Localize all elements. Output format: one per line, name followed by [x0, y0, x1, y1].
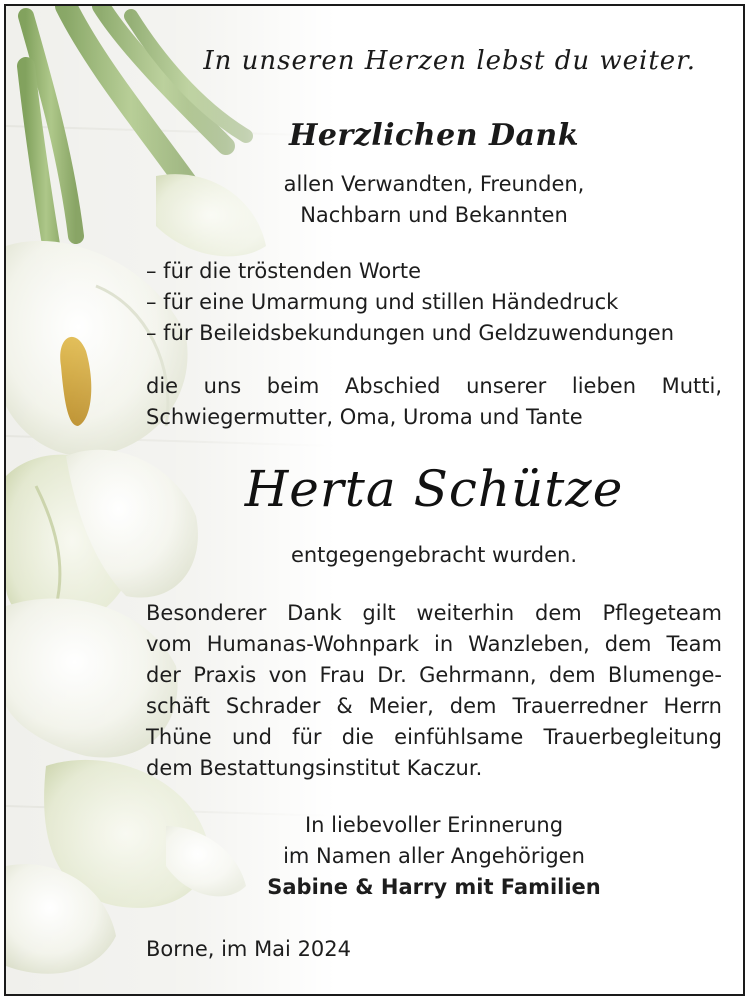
addressee-line: Nachbarn und Bekannten	[300, 203, 568, 227]
text-content	[146, 6, 722, 994]
addressee-line: allen Verwandten, Freunden,	[283, 172, 585, 196]
signers: Sabine & Harry mit Familien	[267, 875, 601, 899]
special-thanks-line: dem Bestattungsinstitut Kaczur.	[146, 756, 483, 780]
addressees	[146, 169, 722, 231]
special-thanks-line: vom Humanas-Wohnpark in Wanzleben, dem Team	[146, 632, 722, 656]
special-thanks-line: schäft Schrader & Meier, dem Trauerredner Herrn	[146, 694, 722, 718]
thanks-heading: Herzlichen Dank	[288, 118, 580, 153]
thanks-list	[146, 256, 722, 349]
deceased-name: Herta Schütze	[244, 460, 624, 518]
closing-block	[146, 810, 722, 903]
special-thanks-line: der Praxis von Frau Dr. Gehrmann, dem Blumenge-	[146, 663, 722, 687]
place-date: Borne, im Mai 2024	[146, 937, 352, 961]
intro-line: die uns beim Abschied unserer lieben Mutti,	[146, 374, 722, 398]
obituary-card	[4, 4, 745, 996]
special-thanks	[146, 598, 722, 784]
list-item: – für die tröstenden Worte	[146, 259, 422, 283]
special-thanks-line: Thüne und für die einfühlsame Trauerbegleitung	[146, 725, 722, 749]
list-item: – für Beileidsbekundungen und Geldzuwendungen	[146, 321, 675, 345]
received-line: entgegengebracht wurden.	[290, 543, 578, 567]
intro-text	[146, 371, 722, 433]
intro-line: Schwiegermutter, Oma, Uroma und Tante	[146, 405, 583, 429]
special-thanks-line: Besonderer Dank gilt weiterhin dem Pflegeteam	[146, 601, 722, 625]
closing-line: In liebevoller Erinnerung	[304, 813, 564, 837]
motto: In unseren Herzen lebst du weiter.	[203, 46, 696, 76]
list-item: – für eine Umarmung und stillen Händedruck	[146, 290, 619, 314]
closing-line: im Namen aller Angehörigen	[283, 844, 585, 868]
